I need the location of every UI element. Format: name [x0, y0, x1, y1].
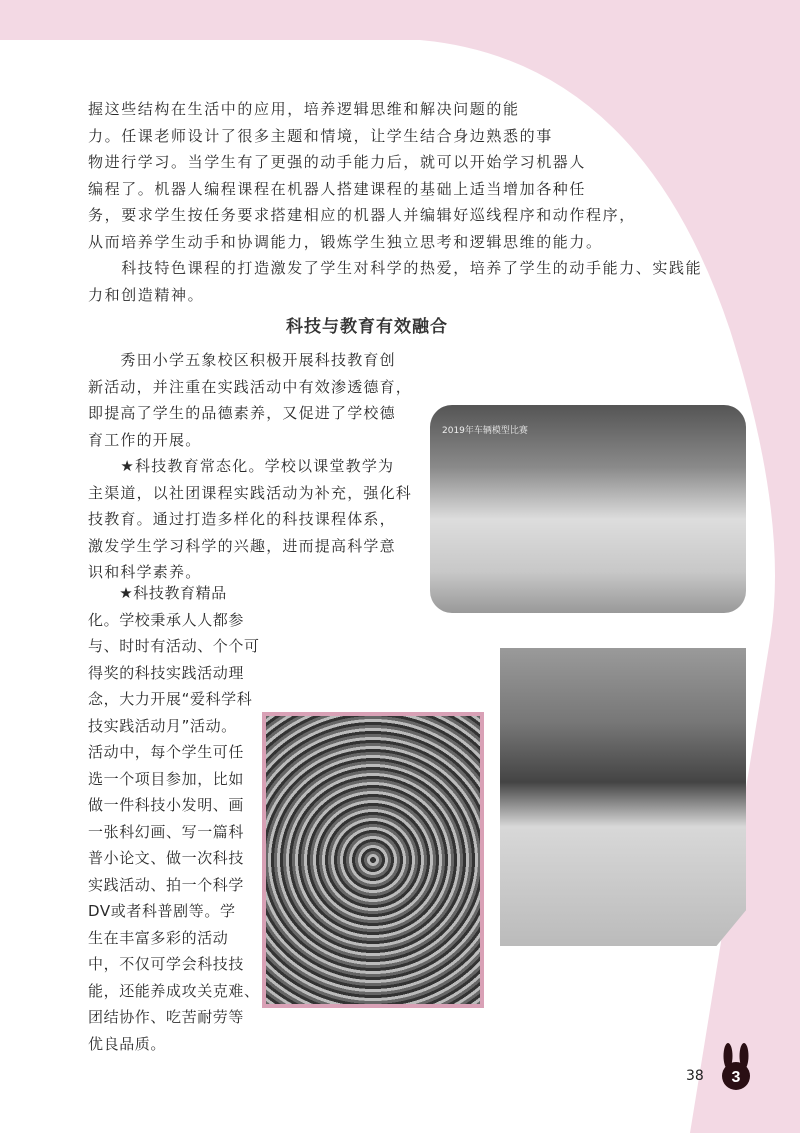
science-fantasy-drawing: [262, 712, 484, 1008]
text-line: 力和创造精神。: [88, 285, 205, 304]
students-robot-field-photo: [500, 648, 746, 946]
text-line: 主渠道，以社团课程实践活动为补充，强化科: [88, 483, 413, 502]
text-line: 选一个项目参加，比如: [88, 769, 245, 788]
text-line: 一张科幻画、写一篇科: [88, 822, 245, 841]
intro-paragraphs: [88, 96, 702, 308]
text-line: ★科技教育精品: [88, 584, 227, 602]
robot-competition-photo: [430, 405, 746, 613]
text-line: 技实践活动月”活动。: [88, 716, 237, 735]
text-line: 技教育。通过打造多样化的科技课程体系，: [88, 510, 396, 528]
text-line: 从而培养学生动手和协调能力，锻炼学生独立思考和逻辑思维的能力。: [88, 232, 603, 251]
text-line: 优良品质。: [88, 1034, 167, 1053]
text-line: 激发学生学习科学的兴趣，进而提高科学意: [88, 536, 396, 555]
text-line: DV或者科普剧等。学: [88, 902, 236, 920]
text-line: 握这些结构在生活中的应用，培养逻辑思维和解决问题的能: [88, 100, 520, 118]
column-text-a: [88, 347, 412, 586]
text-line: ★科技教育常态化。学校以课堂教学为: [88, 457, 395, 475]
text-line: 育工作的开展。: [88, 430, 202, 449]
text-line: 团结协作、吃苦耐劳等: [88, 1008, 245, 1026]
bunny-page-badge-icon: [718, 1042, 754, 1092]
text-line: 力。任课老师设计了很多主题和情境，让学生结合身边熟悉的事: [88, 126, 553, 145]
text-line: 中，不仅可学会科技技: [88, 955, 245, 973]
column-text-b: [88, 580, 260, 1057]
text-line: 能，还能养成攻关克难、: [88, 981, 260, 1000]
text-line: 秀田小学五象校区积极开展科技教育创: [88, 351, 396, 369]
text-line: 生在丰富多彩的活动: [88, 928, 229, 947]
photo-banner-text: 2019年车辆模型比赛: [442, 426, 528, 436]
text-line: 与、时时有活动、个个可: [88, 637, 260, 655]
text-line: 识和科学素养。: [88, 563, 202, 581]
text-line: 物进行学习。当学生有了更强的动手能力后，就可以开始学习机器人: [88, 153, 587, 171]
text-line: 新活动，并注重在实践活动中有效渗透德育，: [88, 377, 413, 396]
text-line: 活动中，每个学生可任: [88, 743, 245, 761]
text-line: 做一件科技小发明、画: [88, 796, 245, 814]
text-line: 实践活动、拍一个科学: [88, 875, 245, 894]
page-badge-number: 3: [731, 1069, 741, 1086]
section-heading: 科技与教育有效融合: [286, 317, 448, 337]
text-line: 普小论文、做一次科技: [88, 849, 245, 867]
text-line: 即提高了学生的品德素养，又促进了学校德: [88, 404, 396, 422]
text-line: 念，大力开展“爱科学科: [88, 690, 253, 708]
text-line: 得奖的科技实践活动理: [88, 663, 245, 682]
text-line: 编程了。机器人编程课程在机器人搭建课程的基础上适当增加各种任: [88, 179, 587, 198]
text-line: 化。学校秉承人人都参: [88, 610, 245, 629]
text-line: 科技特色课程的打造激发了学生对科学的热爱，培养了学生的动手能力、实践能: [88, 259, 703, 277]
text-line: 务，要求学生按任务要求搭建相应的机器人并编辑好巡线程序和动作程序，: [88, 206, 636, 224]
page-number: 38: [686, 1068, 704, 1084]
